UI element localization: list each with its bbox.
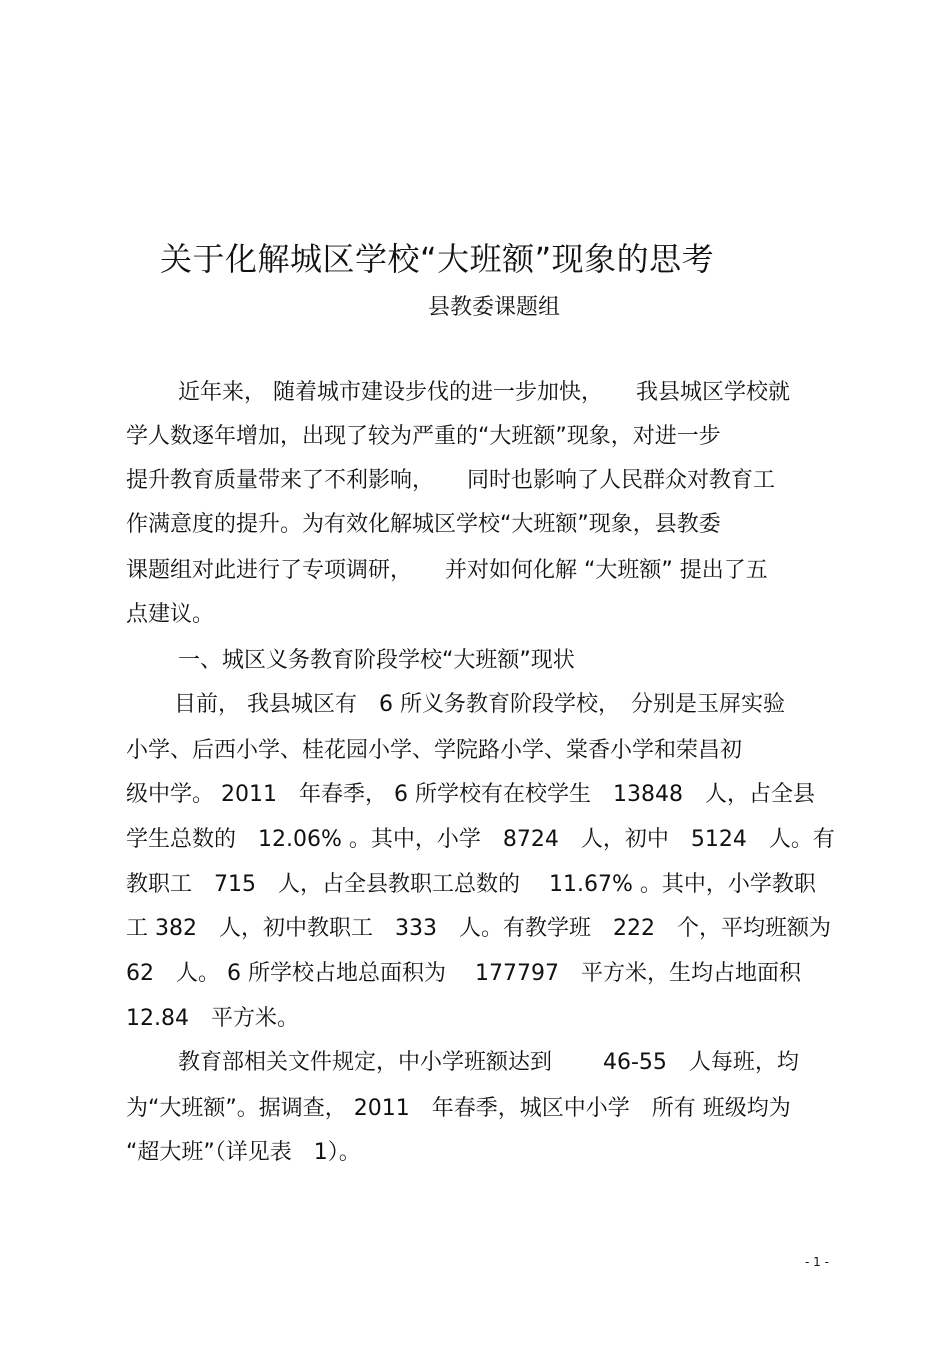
body-line: 教育部相关文件规定，中小学班额达到 46-55 人每班，均 <box>178 1050 799 1075</box>
body-line: 学人数逐年增加，出现了较为严重的“大班额”现象，对进一步 <box>126 424 721 449</box>
body-line: 提升教育质量带来了不利影响， 同时也影响了人民群众对教育工 <box>126 468 776 493</box>
body-line: 工 382 人，初中教职工 333 人。有教学班 222 个，平均班额为 <box>126 916 831 941</box>
body-line: 教职工 715 人，占全县教职工总数的 11.67% 。其中，小学教职 <box>126 872 816 897</box>
body-line: 作满意度的提升。为有效化解城区学校“大班额”现象，县教委 <box>126 512 721 537</box>
body-line: 学生总数的 12.06% 。其中，小学 8724 人，初中 5124 人。有 <box>126 827 835 852</box>
document-title: 关于化解城区学校“大班额”现象的思考 <box>160 240 715 278</box>
body-line: 近年来， 随着城市建设步伐的进一步加快， 我县城区学校就 <box>178 380 790 405</box>
document-byline: 县教委课题组 <box>428 295 561 320</box>
body-line: 12.84 平方米。 <box>126 1006 299 1031</box>
body-line: 级中学。 2011 年春季， 6 所学校有在校学生 13848 人，占全县 <box>126 782 815 807</box>
body-line: 点建议。 <box>126 602 215 627</box>
page-number: - 1 - <box>805 1255 829 1269</box>
body-line: 目前， 我县城区有 6 所义务教育阶段学校， 分别是玉屏实验 <box>174 692 785 717</box>
body-line: “超大班”（详见表 1）。 <box>126 1140 361 1165</box>
body-line: 课题组对此进行了专项调研， 并对如何化解 “大班额” 提出了五 <box>126 558 768 583</box>
section-heading: 一、城区义务教育阶段学校“大班额”现状 <box>178 648 575 673</box>
body-line: 小学、后西小学、桂花园小学、学院路小学、棠香小学和荣昌初 <box>126 738 743 763</box>
body-line: 为“大班额”。据调查， 2011 年春季，城区中小学 所有 班级均为 <box>126 1096 791 1121</box>
body-line: 62 人。 6 所学校占地总面积为 177797 平方米，生均占地面积 <box>126 961 801 986</box>
